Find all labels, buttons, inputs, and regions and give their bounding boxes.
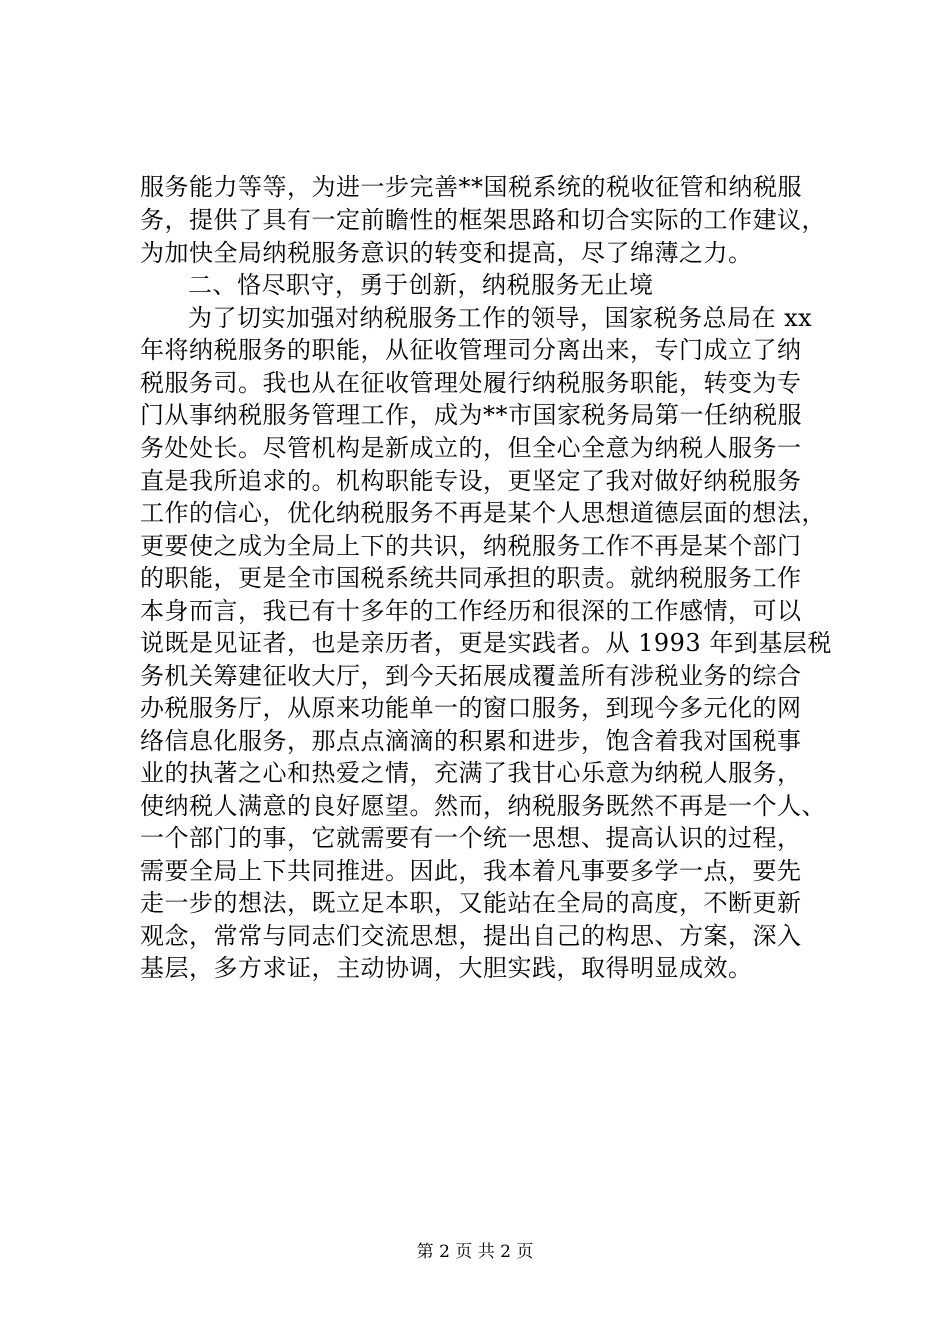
body-line: 一个部门的事，它就需要有一个统一思想、提高认识的过程， — [140, 824, 802, 852]
body-line: 税服务司。我也从在征收管理处履行纳税服务职能，转变为专 — [140, 369, 802, 397]
body-line: 门从事纳税服务管理工作，成为**市国家税务局第一任纳税服 — [140, 401, 802, 429]
body-line: 观念，常常与同志们交流思想，提出自己的构思、方案，深入 — [140, 922, 802, 950]
body-line: 走一步的想法，既立足本职，又能站在全局的高度，不断更新 — [140, 889, 802, 917]
body-line: 的职能，更是全市国税系统共同承担的职责。就纳税服务工作 — [140, 564, 802, 592]
body-line: 务机关筹建征收大厅，到今天拓展成覆盖所有涉税业务的综合 — [140, 662, 802, 690]
body-line: 说既是见证者，也是亲历者，更是实践者。从 1993 年到基层税 — [140, 629, 832, 657]
body-line: 办税服务厅，从原来功能单一的窗口服务，到现今多元化的网 — [140, 694, 802, 722]
body-line: 本身而言，我已有十多年的工作经历和很深的工作感情，可以 — [140, 597, 802, 625]
body-line: 工作的信心，优化纳税服务不再是某个人思想道德层面的想法， — [140, 499, 826, 527]
body-line: 服务能力等等，为进一步完善**国税系统的税收征管和纳税服 — [140, 173, 802, 201]
body-line: 基层，多方求证，主动协调，大胆实践，取得明显成效。 — [140, 954, 753, 982]
body-line: 为了切实加强对纳税服务工作的领导，国家税务总局在 xx — [188, 304, 813, 332]
body-line: 更要使之成为全局上下的共识，纳税服务工作不再是某个部门 — [140, 532, 802, 560]
body-line: 络信息化服务，那点点滴滴的积累和进步，饱含着我对国税事 — [140, 727, 802, 755]
page-footer: 第 2 页 共 2 页 — [416, 1242, 534, 1262]
body-line: 需要全局上下共同推进。因此，我本着凡事要多学一点，要先 — [140, 857, 802, 885]
body-line: 务，提供了具有一定前瞻性的框架思路和切合实际的工作建议， — [140, 206, 826, 234]
body-line: 业的执著之心和热爱之情，充满了我甘心乐意为纳税人服务， — [140, 759, 802, 787]
body-line: 务处处长。尽管机构是新成立的，但全心全意为纳税人服务一 — [140, 434, 802, 462]
body-line: 为加快全局纳税服务意识的转变和提高，尽了绵薄之力。 — [140, 239, 753, 267]
body-line: 直是我所追求的。机构职能专设，更坚定了我对做好纳税服务 — [140, 467, 802, 495]
body-line: 年将纳税服务的职能，从征收管理司分离出来，专门成立了纳 — [140, 336, 802, 364]
section-heading: 二、恪尽职守，勇于创新，纳税服务无止境 — [188, 271, 654, 299]
body-line: 使纳税人满意的良好愿望。然而，纳税服务既然不再是一个人、 — [140, 792, 826, 820]
